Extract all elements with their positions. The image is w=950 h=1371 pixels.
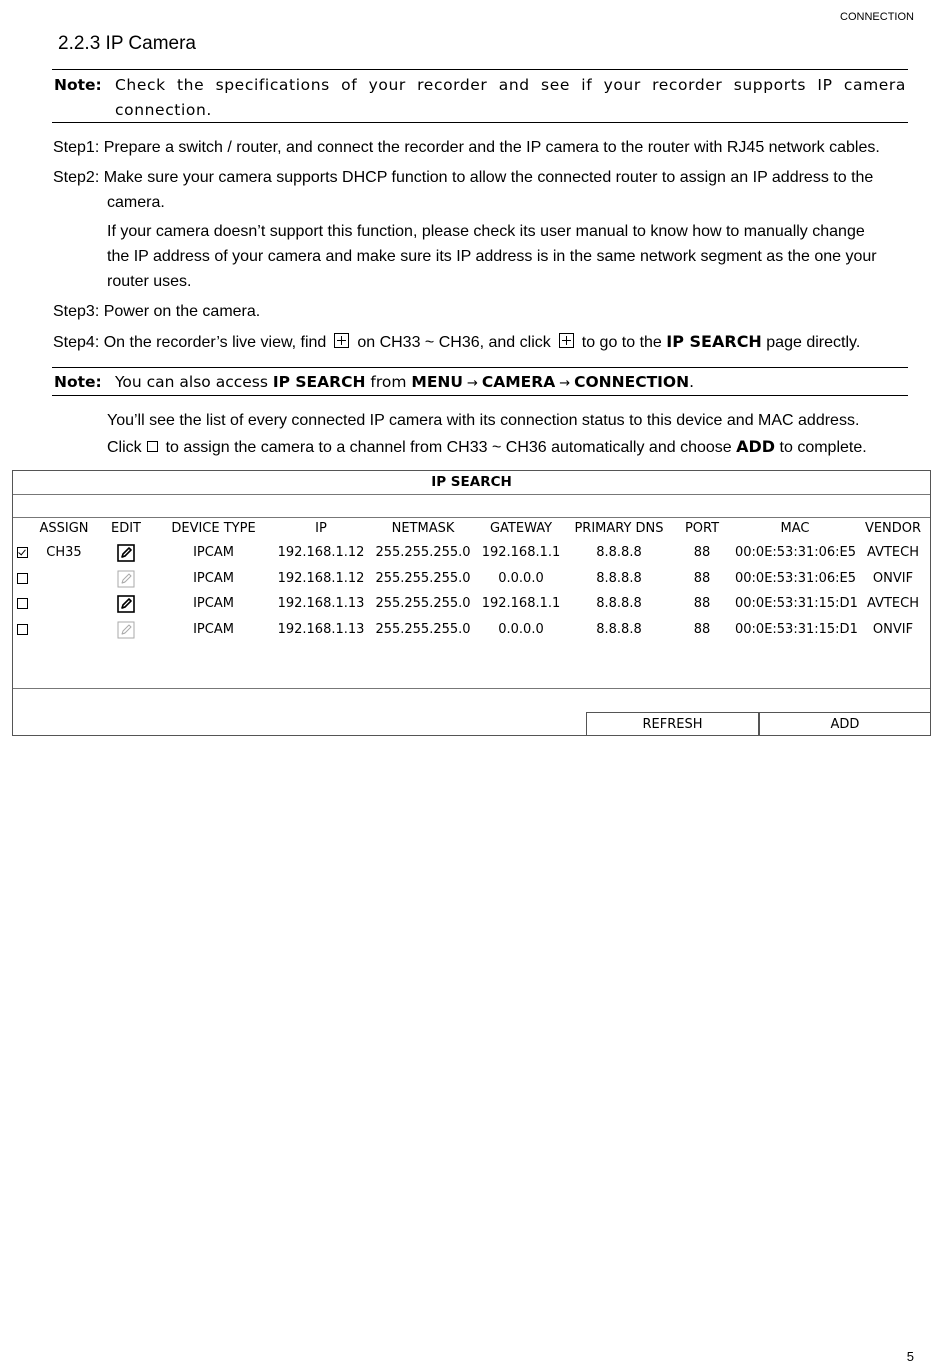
note-label: Note: bbox=[54, 76, 102, 94]
step2-text-cont: camera. bbox=[107, 194, 165, 211]
header-section-label: CONNECTION bbox=[840, 11, 914, 23]
assign-checkbox-checked[interactable] bbox=[17, 547, 28, 558]
col-head-gateway: GATEWAY bbox=[489, 521, 553, 536]
col-head-primary-dns: PRIMARY DNS bbox=[574, 521, 664, 536]
edit-disabled-icon[interactable] bbox=[117, 570, 135, 588]
col-head-vendor: VENDOR bbox=[864, 521, 922, 536]
step3-text: Step3: Power on the camera. bbox=[53, 303, 261, 320]
note2-text-a: You can also access bbox=[115, 373, 268, 391]
divider bbox=[13, 688, 930, 689]
note-text bbox=[115, 370, 906, 396]
edit-disabled-icon[interactable] bbox=[117, 621, 135, 639]
body-line-2 bbox=[107, 434, 867, 460]
step4-text bbox=[53, 329, 860, 355]
cell-netmask: 255.255.255.0 bbox=[375, 545, 471, 560]
step4-part-d: page directly. bbox=[766, 334, 861, 351]
assign-checkbox[interactable] bbox=[17, 598, 28, 609]
ip-search-title: IP SEARCH bbox=[13, 471, 930, 495]
cell-vendor: AVTECH bbox=[867, 545, 919, 560]
plus-box-icon bbox=[334, 333, 349, 348]
body-line-2-end: to complete. bbox=[779, 439, 867, 456]
cell-primary-dns: 8.8.8.8 bbox=[596, 570, 642, 586]
cell-gateway: 0.0.0.0 bbox=[498, 621, 544, 637]
ip-search-panel bbox=[12, 470, 931, 736]
note2-ip-search: IP SEARCH bbox=[272, 373, 366, 391]
cell-vendor: ONVIF bbox=[872, 621, 914, 637]
cell-device-type: IPCAM bbox=[193, 545, 234, 560]
cell-netmask: 255.255.255.0 bbox=[375, 596, 471, 611]
cell-mac: 00:0E:53:31:06:E5 bbox=[735, 545, 857, 560]
cell-gateway: 192.168.1.1 bbox=[481, 545, 561, 560]
body-line-1: You’ll see the list of every connected IP camera with its connection status to this device and MAC address. bbox=[107, 412, 860, 429]
step2-extra-line-1: If your camera doesn’t support this function, please check its user manual to know how to manually change bbox=[107, 223, 865, 240]
note-box-1 bbox=[52, 69, 908, 123]
cell-gateway: 192.168.1.1 bbox=[481, 596, 561, 611]
assign-checkbox[interactable] bbox=[17, 624, 28, 635]
col-head-port: PORT bbox=[684, 521, 720, 536]
cell-port: 88 bbox=[693, 545, 711, 560]
body-add: ADD bbox=[736, 437, 776, 456]
step2-text: Step2: Make sure your camera supports DHCP function to allow the connected router to assign an IP address to the bbox=[53, 169, 874, 186]
cell-ip: 192.168.1.12 bbox=[277, 570, 365, 586]
note-box-2 bbox=[52, 367, 908, 396]
cell-channel: CH35 bbox=[46, 545, 82, 560]
cell-port: 88 bbox=[693, 621, 711, 637]
step1-text: Step1: Prepare a switch / router, and connect the recorder and the IP camera to the router with RJ45 network cables. bbox=[53, 139, 880, 156]
cell-mac: 00:0E:53:31:15:D1 bbox=[735, 621, 858, 637]
cell-primary-dns: 8.8.8.8 bbox=[596, 596, 642, 611]
cell-ip: 192.168.1.13 bbox=[277, 596, 365, 611]
section-title: 2.2.3 IP Camera bbox=[58, 33, 197, 54]
edit-icon[interactable] bbox=[117, 544, 135, 562]
col-head-mac: MAC bbox=[780, 521, 810, 536]
note-text: Check the specifications of your recorder and see if your recorder supports IP camera connection. bbox=[115, 76, 906, 119]
note-label: Note: bbox=[54, 373, 102, 391]
note2-text-b: from bbox=[370, 373, 407, 391]
checkbox-icon bbox=[147, 441, 158, 452]
col-head-ip: IP bbox=[315, 521, 327, 536]
note2-end: . bbox=[689, 373, 694, 391]
step4-part-a: Step4: On the recorder’s live view, find bbox=[53, 334, 327, 351]
cell-port: 88 bbox=[693, 596, 711, 611]
col-head-device-type: DEVICE TYPE bbox=[171, 521, 256, 536]
col-head-edit: EDIT bbox=[111, 521, 141, 536]
cell-ip: 192.168.1.13 bbox=[277, 621, 365, 637]
cell-device-type: IPCAM bbox=[193, 596, 234, 611]
cell-mac: 00:0E:53:31:06:E5 bbox=[735, 570, 857, 586]
cell-primary-dns: 8.8.8.8 bbox=[596, 621, 642, 637]
arrow-right-icon: → bbox=[559, 376, 571, 391]
step4-ip-search: IP SEARCH bbox=[666, 332, 762, 351]
cell-gateway: 0.0.0.0 bbox=[498, 570, 544, 586]
refresh-button[interactable]: REFRESH bbox=[586, 712, 759, 736]
body-line-2-mid: to assign the camera to a channel from CH33 ~ CH36 automatically and choose bbox=[165, 439, 732, 456]
note2-camera: CAMERA bbox=[481, 373, 556, 391]
step4-part-b: on CH33 ~ CH36, and click bbox=[357, 334, 551, 351]
note2-connection: CONNECTION bbox=[574, 373, 690, 391]
cell-device-type: IPCAM bbox=[193, 621, 234, 637]
col-head-assign: ASSIGN bbox=[39, 521, 89, 536]
plus-box-icon bbox=[559, 333, 574, 348]
add-button[interactable]: ADD bbox=[759, 712, 931, 736]
page-number: 5 bbox=[906, 1349, 914, 1364]
cell-port: 88 bbox=[693, 570, 711, 586]
col-head-netmask: NETMASK bbox=[391, 521, 455, 536]
divider bbox=[13, 517, 930, 518]
step2-extra-line-3: router uses. bbox=[107, 273, 192, 290]
assign-checkbox[interactable] bbox=[17, 573, 28, 584]
note2-menu: MENU bbox=[411, 373, 463, 391]
cell-ip: 192.168.1.12 bbox=[277, 545, 365, 560]
arrow-right-icon: → bbox=[466, 376, 478, 391]
cell-vendor: AVTECH bbox=[867, 596, 919, 611]
step2-extra-line-2: the IP address of your camera and make sure its IP address is in the same network segment as the one your bbox=[107, 248, 877, 265]
step4-part-c: to go to the bbox=[581, 334, 662, 351]
cell-vendor: ONVIF bbox=[872, 570, 914, 586]
cell-device-type: IPCAM bbox=[193, 570, 234, 586]
body-click: Click bbox=[107, 439, 142, 456]
edit-icon[interactable] bbox=[117, 595, 135, 613]
cell-mac: 00:0E:53:31:15:D1 bbox=[735, 596, 858, 611]
cell-netmask: 255.255.255.0 bbox=[375, 570, 471, 586]
cell-primary-dns: 8.8.8.8 bbox=[596, 545, 642, 560]
cell-netmask: 255.255.255.0 bbox=[375, 621, 471, 637]
